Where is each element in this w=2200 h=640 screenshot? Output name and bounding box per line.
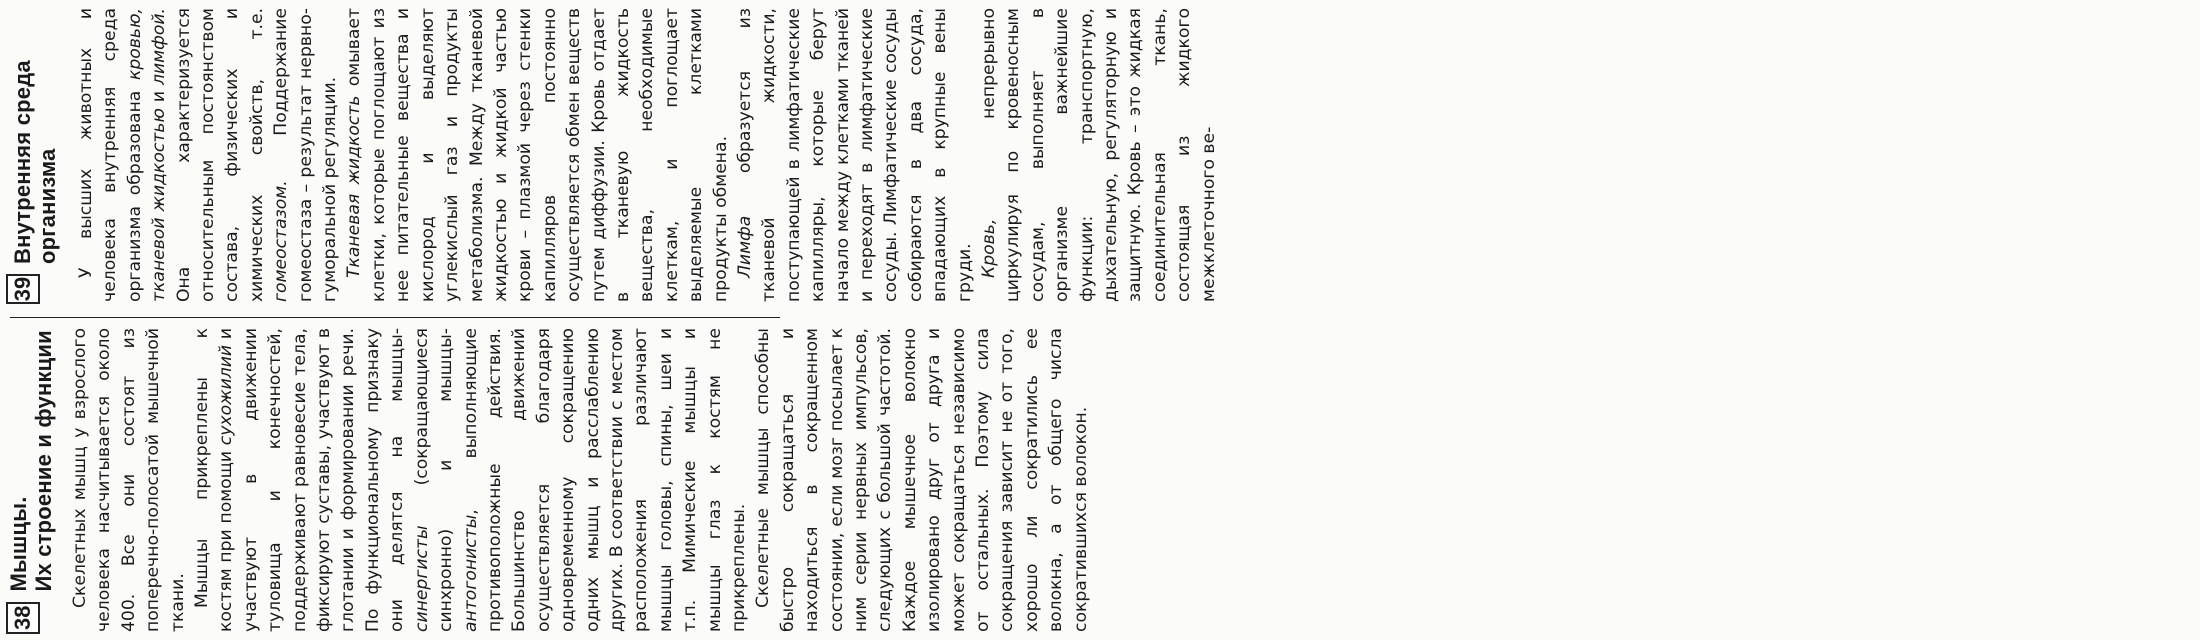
section-number-badge: 38	[6, 602, 40, 634]
paragraph-text: Скелетные мышцы способны быстро сокращаться и находиться в сокращенном состоянии, если мозг посылает к ним серии нервных импульсов, следующих с большой частотой. Каждое мышечное волокно изолировано друг от друга и может сокращаться независимо от остальных. Поэтому сила сокращения зависит не от того, хорошо ли сократились ее волокна, а от общего числа сократившихся волокон.	[753, 328, 1091, 632]
text-run: (сокращающиеся синхронно) и мышцы-	[411, 328, 457, 632]
paragraph	[68, 320, 190, 640]
section-39-header	[6, 0, 60, 310]
italic-term: гомеостазом.	[271, 180, 292, 302]
italic-term: лимфой.	[149, 8, 170, 85]
paragraph-text: Скелетных мышц у взрослого человека насчитывается около 400. Все они состоят из поперечно-полосатой мышечной ткани.	[70, 328, 188, 632]
italic-term: Тканевая жидкость	[344, 95, 365, 278]
text-run: непрерывно циркулируя по кровеносным сосудам, выполняет в организме важнейшие функции: транспортную, дыхательную, регуляторную и защитную. Кровь – это жидкая соединительная ткань, состоящая из жидкого межклеточного ве-	[979, 8, 1219, 302]
italic-term: синергисты	[411, 525, 432, 632]
section-38-header	[6, 320, 56, 640]
section-38	[0, 320, 2200, 640]
text-run: и	[149, 84, 170, 109]
text-run: и участвуют в движении туловища и конечностей, поддерживают равновесие тела, фиксируют суставы, участвуют в глотании и формировании речи. По функциональному признаку они делятся на мышцы-	[216, 327, 408, 632]
paragraph	[751, 320, 1093, 640]
italic-term: Кровь,	[979, 218, 1000, 278]
text-run: омывает клетки, которые поглощают из нее питательные вещества и кислород и выделяют углекислый газ и продукты метаболизма. Между тканевой жидкостью и жидкой частью крови – плазмой через стенки капилляров постоянно осуществляется обмен веществ путем диффузии. Кровь отдает в тканевую жидкость вещества, необходимые клеткам, и поглощает выделяемые клетками продукты обмена.	[344, 7, 731, 302]
section-title-line1: Мышцы.	[6, 496, 31, 592]
section-39-title: Внутренняя среда организма	[10, 60, 60, 264]
section-39	[0, 0, 2200, 310]
text-run: Она характеризуется относительным постоянством состава, физических и химических свойств, т.е.	[173, 8, 267, 302]
section-38-title	[6, 330, 56, 591]
section-title-line2: Их строение и функции	[31, 330, 56, 592]
text-run: , выполняющие противоположные действия. Большинство движений осуществляется благодаря одновременному сокращению одних мышц и расслаблению других. В соответствии с местом расположения различают мышцы головы, спины, шеи и т.п. Мимические мышцы и мышцы глаз к костям не прикреплены.	[460, 328, 749, 632]
column-divider	[10, 317, 780, 318]
paragraph	[733, 0, 977, 310]
paragraph	[977, 0, 1221, 310]
italic-term: Лимфа	[734, 215, 755, 278]
italic-term: антогонисты	[460, 514, 481, 632]
text-run: образуется из тканевой жидкости, поступающей в лимфатические капилляры, которые берут начало между клетками тканей и переходят в лимфатические сосуды. Лимфатические сосуды собираются в два сосуда, впадающих в крупные вены груди.	[734, 8, 975, 302]
section-number-badge: 39	[6, 274, 40, 304]
italic-term: кровью, тканевой жидкостью	[124, 8, 170, 302]
text-run: Поддержание гомеостаза – результат нервно-гуморальной регуляции.	[271, 8, 341, 302]
text-run: У высших животных и человека внутренняя среда организма образована	[76, 8, 145, 302]
paragraph	[342, 0, 733, 310]
text-run: Мышцы прикреплены к костям при помощи	[192, 328, 237, 632]
paragraph	[74, 0, 342, 310]
italic-term: сухожилий	[216, 344, 237, 446]
paragraph	[190, 320, 751, 640]
